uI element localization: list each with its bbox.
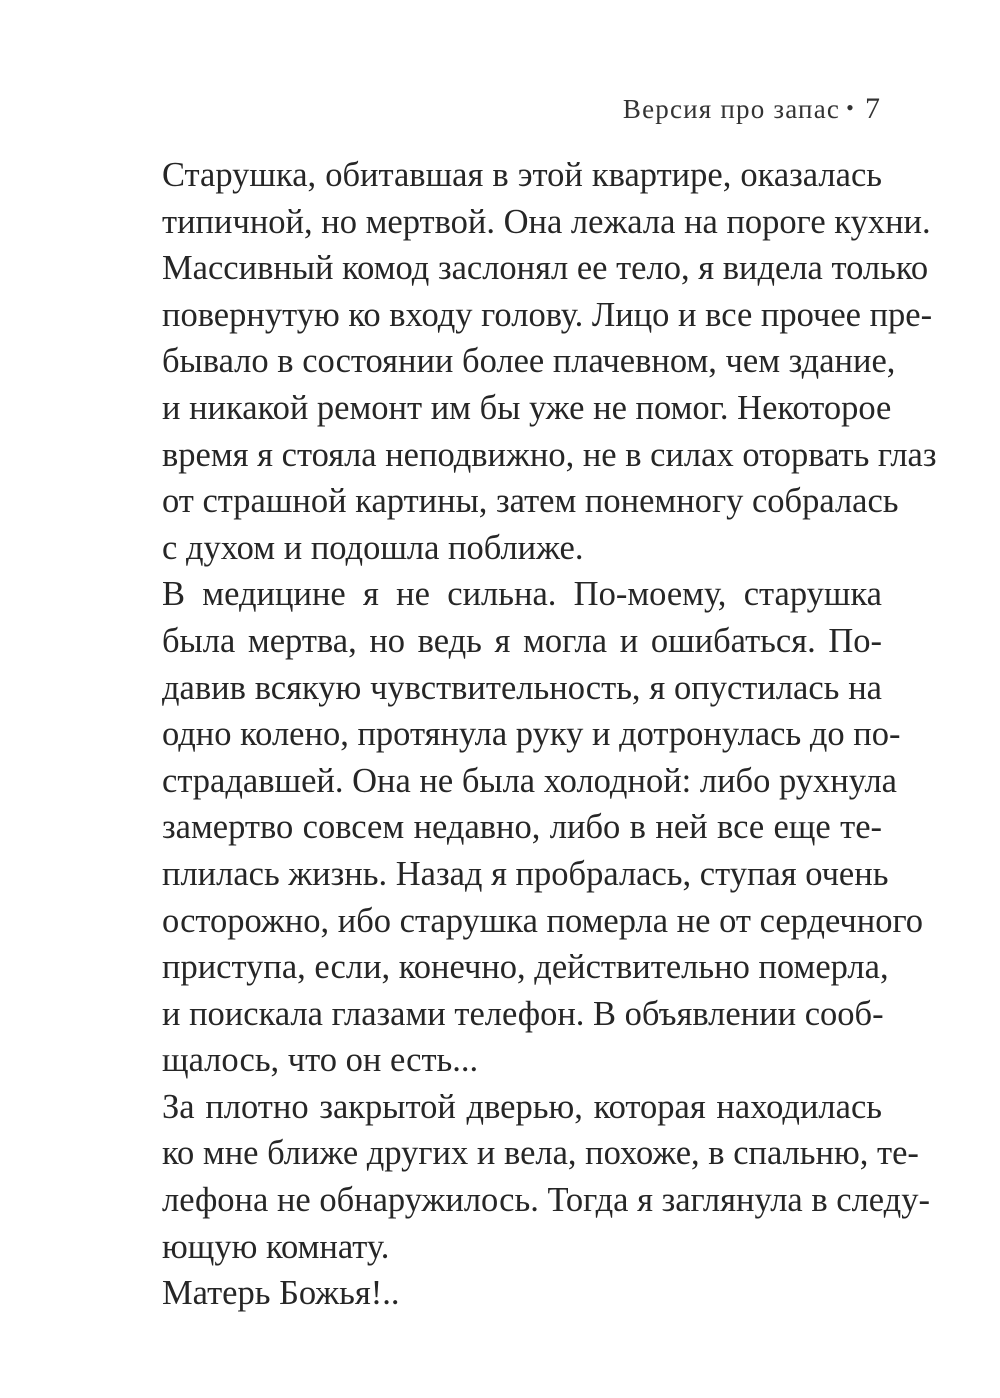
text-line: и никакой ремонт им бы уже не помог. Некоторое — [162, 388, 892, 427]
text-line: осторожно, ибо старушка померла не от сердечного — [162, 901, 924, 940]
text-line: В медицине я не сильна. По-моему, старушка — [162, 575, 882, 614]
text-line: давив всякую чувствительность, я опустилась на — [162, 668, 882, 707]
text-line: приступа, если, конечно, действительно померла, — [162, 948, 889, 987]
text-line: ющую комнату. — [162, 1227, 390, 1266]
text-line: Матерь Божья!.. — [162, 1274, 400, 1313]
text-line: типичной, но мертвой. Она лежала на пороге кухни. — [162, 202, 931, 241]
text-line: была мертва, но ведь я могла и ошибаться. По- — [162, 621, 882, 660]
text-line: Старушка, обитавшая в этой квартире, оказалась — [162, 156, 882, 194]
text-line: Массивный комод заслонял ее тело, я видела только — [162, 249, 929, 288]
text-line: лефона не обнаружилось. Тогда я заглянула в следу- — [162, 1181, 930, 1220]
text-line: время я стояла неподвижно, не в силах оторвать глаз — [162, 435, 937, 474]
text-line: повернутую ко входу голову. Лицо и все прочее пре- — [162, 295, 933, 334]
paragraph-2 — [128, 571, 924, 1084]
text-line: одно колено, протянула руку и дотронулась до по- — [162, 715, 901, 754]
running-title: Версия про запас — [622, 94, 841, 124]
text-line: с духом и подошла поближе. — [162, 528, 584, 567]
text-line: плилась жизнь. Назад я пробралась, ступая очень — [162, 854, 889, 893]
page-number: 7 — [865, 92, 880, 125]
text-line: ко мне ближе других и вела, похоже, в спальню, те- — [162, 1134, 919, 1173]
text-line: и поискала глазами телефон. В объявлении сооб- — [162, 994, 884, 1033]
paragraph-4 — [128, 1270, 882, 1317]
header-separator: • — [846, 95, 855, 120]
text-line: страдавшей. Она не была холодной: либо рухнула — [162, 761, 897, 800]
body-text — [128, 152, 937, 1317]
paragraph-3 — [128, 1084, 930, 1270]
running-header — [623, 92, 880, 126]
paragraph-1 — [128, 152, 937, 571]
text-line: замертво совсем недавно, либо в ней все еще те- — [162, 808, 882, 847]
text-line: щалось, что он есть... — [162, 1041, 479, 1080]
text-line: бывало в состоянии более плачевном, чем здание, — [162, 342, 896, 381]
text-line: За плотно закрытой дверью, которая находилась — [162, 1087, 882, 1126]
text-line: от страшной картины, затем понемногу собралась — [162, 482, 899, 521]
